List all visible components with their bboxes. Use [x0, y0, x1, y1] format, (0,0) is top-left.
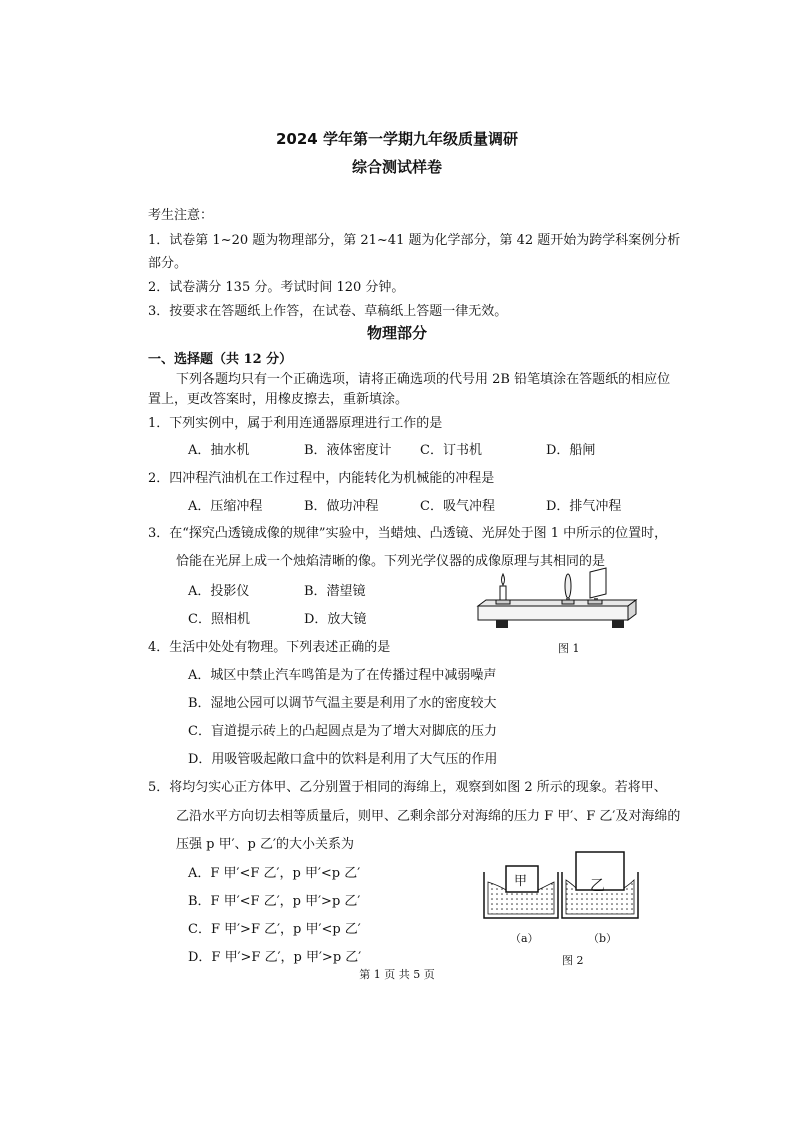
q4-option-c: C．盲道提示砖上的凸起圆点是为了增大对脚底的压力	[188, 724, 497, 739]
figure-1-caption: 图 1	[558, 642, 580, 655]
instructions-cont: 置上，更改答案时，用橡皮擦去，重新填涂。	[148, 392, 409, 407]
q5-stem-cont-2: 压强 p 甲′、p 乙′的大小关系为	[176, 837, 354, 852]
bench-leg-left	[496, 620, 508, 628]
figure-2-caption: 图 2	[562, 954, 584, 967]
q5-stem: 5．将均匀实心正方体甲、乙分别置于相同的海绵上，观察到如图 2 所示的现象。若将甲、	[148, 780, 667, 795]
figure-2-sub-b: （b）	[588, 932, 618, 945]
q2-option-a: A．压缩冲程	[188, 499, 263, 514]
page-title: 2024 学年第一学期九年级质量调研	[276, 130, 518, 148]
q3-option-d: D．放大镜	[304, 612, 367, 627]
q1-option-c: C．订书机	[420, 443, 482, 458]
figure-2-sub-a: （a）	[510, 932, 539, 945]
q2-stem: 2．四冲程汽油机在工作过程中，内能转化为机械能的冲程是	[148, 471, 495, 486]
notice-item-1: 1．试卷第 1~20 题为物理部分，第 21~41 题为化学部分，第 42 题开始为跨学科案例分析	[148, 233, 681, 248]
q3-option-a: A．投影仪	[188, 584, 250, 599]
instructions: 下列各题均只有一个正确选项，请将正确选项的代号用 2B 铅笔填涂在答题纸的相应位	[176, 372, 671, 387]
notice-item-1-cont: 部分。	[148, 256, 188, 271]
light-screen	[588, 568, 606, 604]
q5-option-c: C．F 甲′>F 乙′，p 甲′<p 乙′	[188, 922, 361, 937]
notice-heading: 考生注意：	[148, 208, 214, 223]
q5-option-b: B．F 甲′<F 乙′，p 甲′>p 乙′	[188, 894, 361, 909]
notice-item-2: 2．试卷满分 135 分。考试时间 120 分钟。	[148, 280, 405, 295]
block-jia-label: 甲	[514, 874, 528, 889]
q4-option-d: D．用吸管吸起敞口盒中的饮料是利用了大气压的作用	[188, 752, 498, 767]
q1-option-b: B．液体密度计	[304, 443, 392, 458]
page-subtitle: 综合测试样卷	[351, 158, 442, 176]
q5-stem-cont: 乙沿水平方向切去相等质量后，则甲、乙剩余部分对海绵的压力 F 甲′、F 乙′及对海绵的	[176, 809, 681, 824]
convex-lens	[562, 574, 574, 604]
q1-option-a: A．抽水机	[188, 443, 250, 458]
block-yi-label: 乙	[590, 876, 606, 894]
q2-option-b: B．做功冲程	[304, 499, 379, 514]
q2-option-d: D．排气冲程	[546, 499, 622, 514]
q1-option-d: D．船闸	[546, 443, 596, 458]
page-footer: 第 1 页 共 5 页	[359, 968, 435, 981]
q1-stem: 1．下列实例中，属于利用连通器原理进行工作的是	[148, 416, 443, 431]
q3-stem-cont: 恰能在光屏上成一个烛焰清晰的像。下列光学仪器的成像原理与其相同的是	[176, 554, 606, 569]
q5-option-d: D．F 甲′>F 乙′，p 甲′>p 乙′	[188, 950, 362, 965]
q3-option-c: C．照相机	[188, 612, 250, 627]
notice-item-3: 3．按要求在答题纸上作答，在试卷、草稿纸上答题一律无效。	[148, 304, 508, 319]
q4-option-a: A．城区中禁止汽车鸣笛是为了在传播过程中减弱噪声	[188, 668, 497, 683]
q4-stem: 4．生活中处处有物理。下列表述正确的是	[148, 640, 391, 655]
figure-2-sponge-pressure	[480, 852, 645, 924]
section-title-physics: 物理部分	[366, 324, 427, 342]
bench-leg-right	[612, 620, 624, 628]
q2-option-c: C．吸气冲程	[420, 499, 495, 514]
candle	[496, 574, 510, 604]
q3-option-b: B．潜望镜	[304, 584, 366, 599]
part1-heading: 一、选择题（共 12 分）	[148, 352, 293, 367]
q4-option-b: B．湿地公园可以调节气温主要是利用了水的密度较大	[188, 696, 497, 711]
q3-stem: 3．在“探究凸透镜成像的规律”实验中，当蜡烛、凸透镜、光屏处于图 1 中所示的位置时，	[148, 526, 668, 541]
figure-1-optical-bench	[478, 568, 643, 636]
q5-option-a: A．F 甲′<F 乙′，p 甲′<p 乙′	[188, 866, 361, 881]
